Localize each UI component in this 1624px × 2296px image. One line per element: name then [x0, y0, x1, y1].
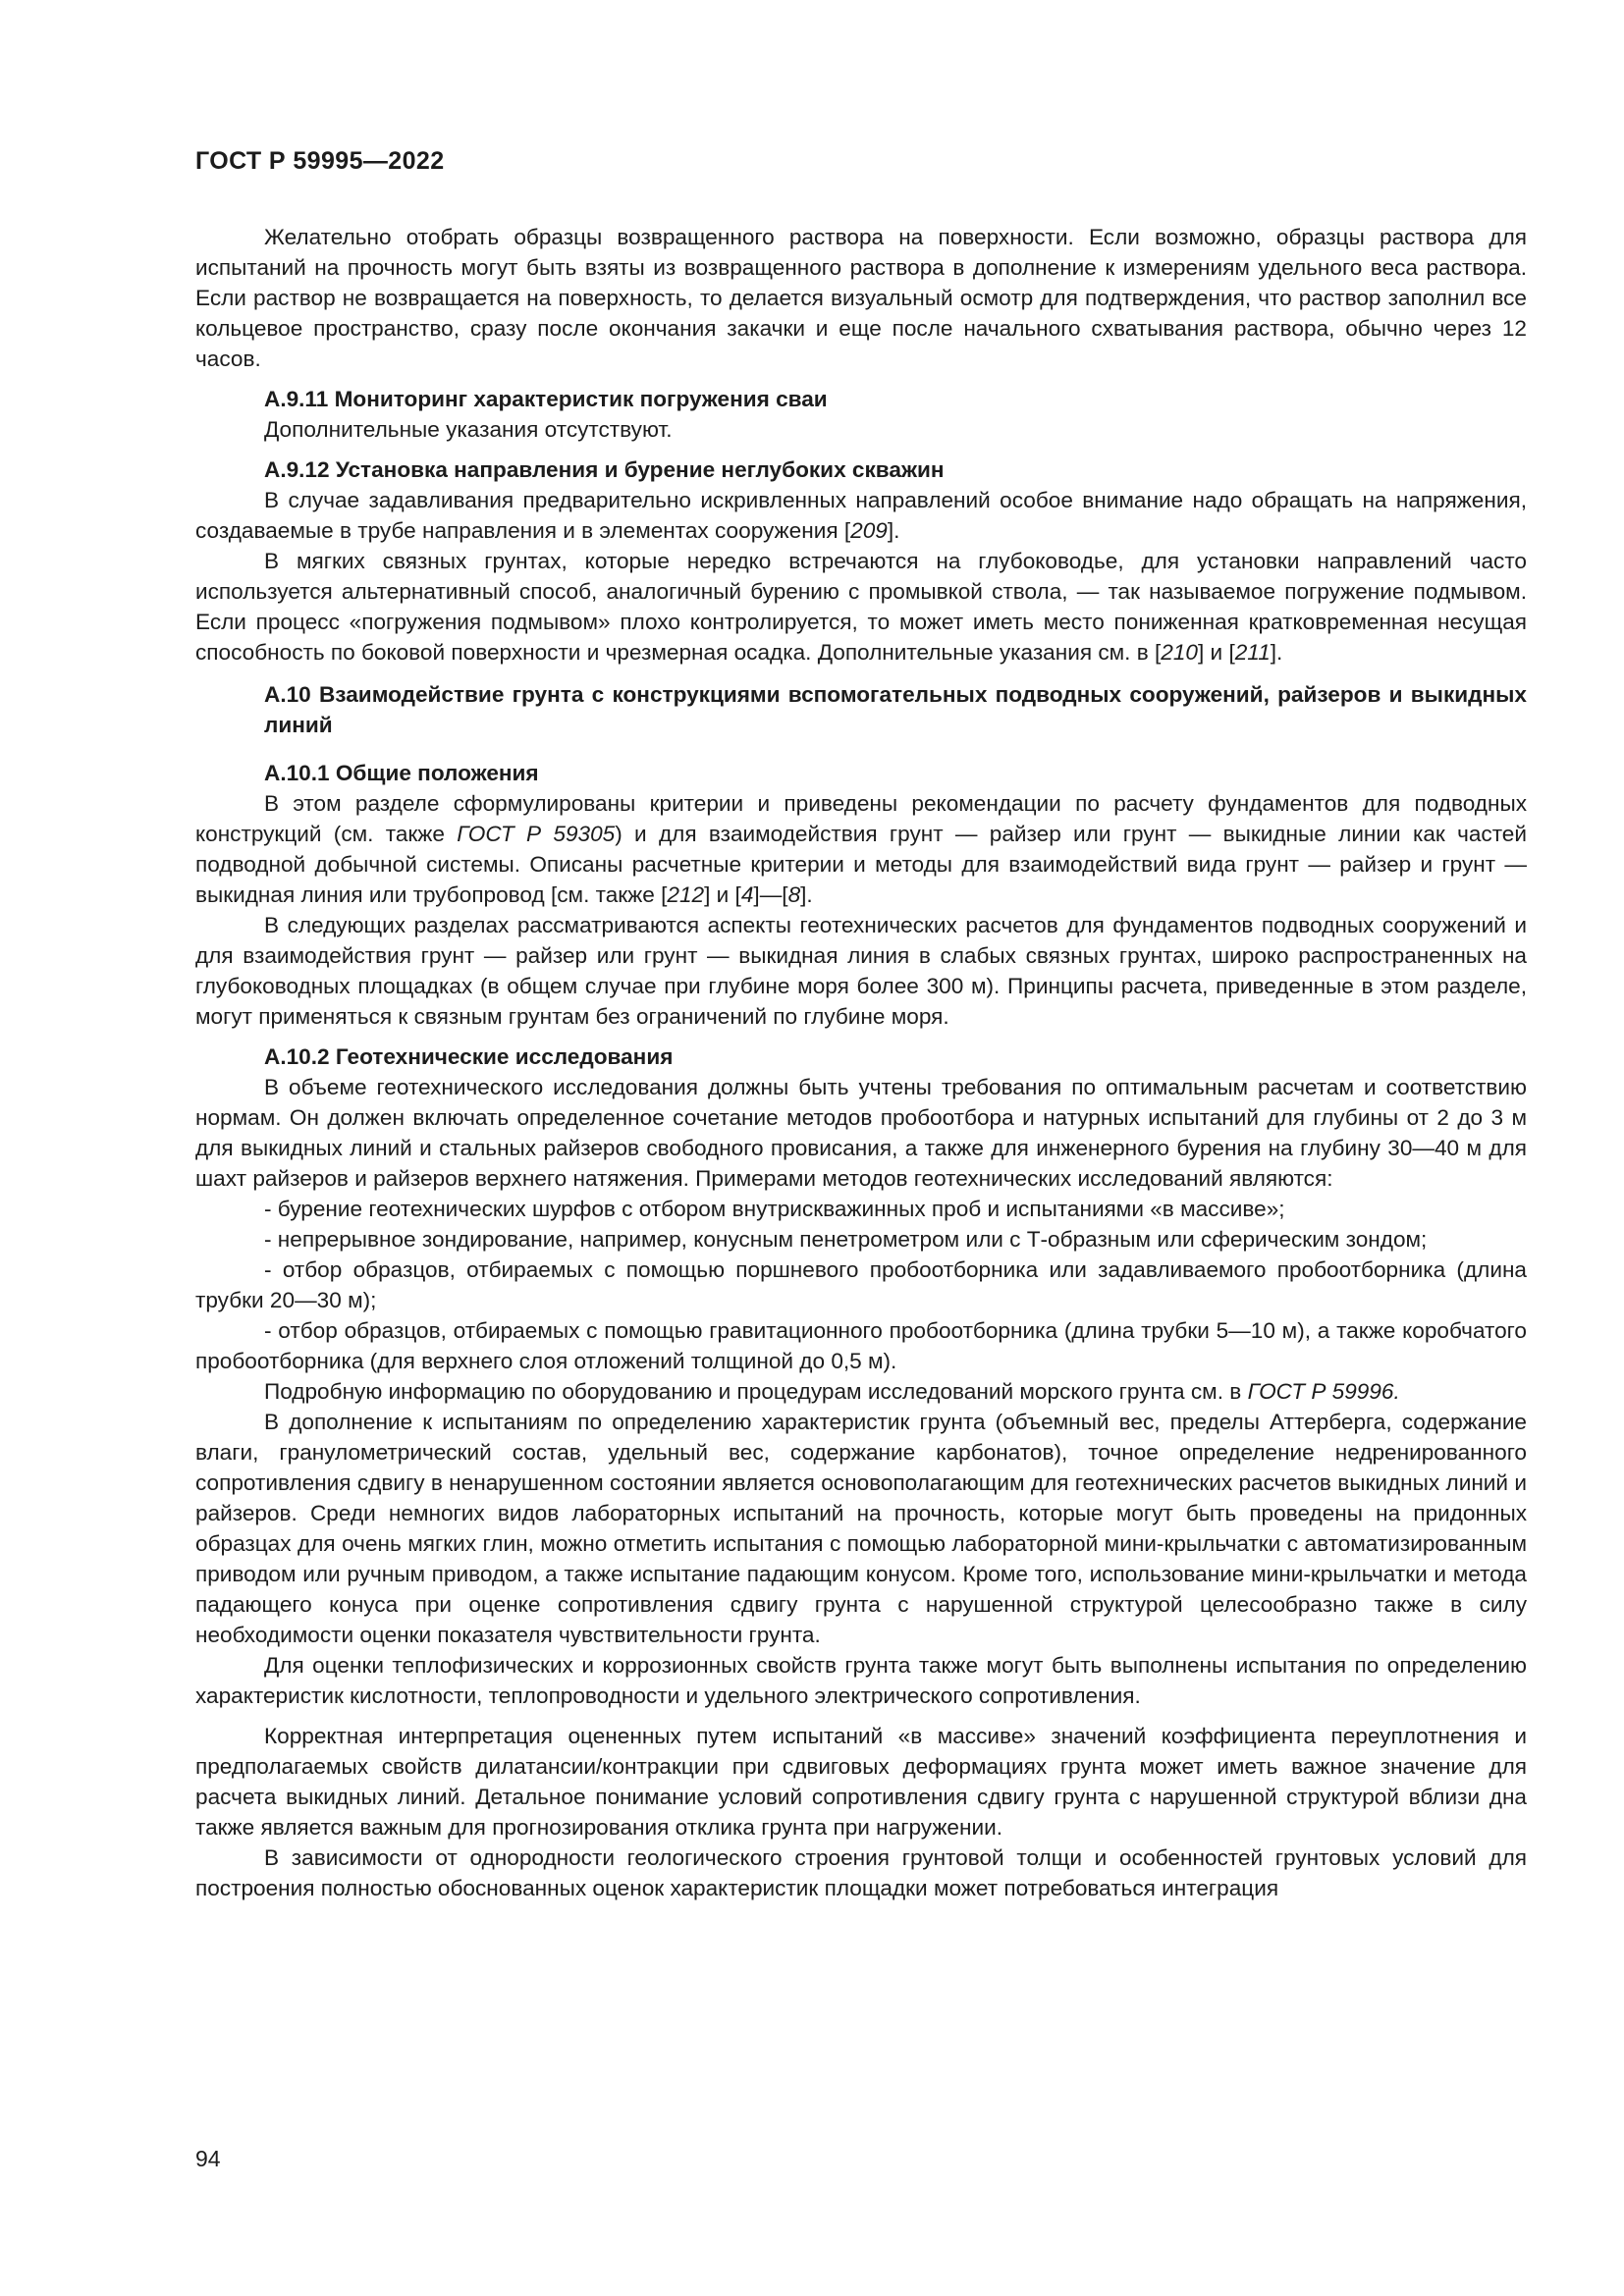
document-body: [195, 222, 1527, 1903]
standard-code: ГОСТ Р 59995—2022: [195, 147, 445, 175]
paragraph: Дополнительные указания отсутствуют.: [264, 417, 673, 442]
section-heading-a10-2: А.10.2 Геотехнические исследования: [264, 1044, 674, 1069]
section-heading-a10-1: А.10.1 Общие положения: [264, 761, 539, 785]
list-item: - отбор образцов, отбираемых с помощью поршневого пробоотборника или задавливаемого пробоотборника (длина трубки 20—30 м);: [195, 1257, 1527, 1312]
paragraph: Желательно отобрать образцы возвращенного раствора на поверхности. Если возможно, образцы раствора для испытаний на прочность могут быть взяты из возвращенного раствора в дополнение к измерениям удельного веса раствора. Если раствор не возвращается на поверхность, то делается визуальный осмотр для подтверждения, что раствор заполнил все кольцевое пространство, сразу после окончания закачки и еще после начального схватывания раствора, обычно через 12 часов.: [195, 225, 1527, 371]
page-number: 94: [195, 2146, 221, 2171]
paragraph: В следующих разделах рассматриваются аспекты геотехнических расчетов для фундаментов подводных сооружений и для взаимодействия грунт — райзер или грунт — выкидная линия в слабых связных грунтах, широко распространенных на глубоководных площадках (в общем случае при глубине моря более 300 м). Принципы расчета, приведенные в этом разделе, могут применяться к связным грунтам без ограничений по глубине моря.: [195, 913, 1527, 1029]
reference-link[interactable]: 211: [1234, 640, 1271, 665]
reference-link[interactable]: ГОСТ Р 59996.: [1247, 1379, 1400, 1404]
reference-link[interactable]: 212: [667, 882, 705, 907]
list-item: - бурение геотехнических шурфов с отбором внутрискважинных проб и испытаниями «в массиве»;: [264, 1197, 1285, 1221]
paragraph: В мягких связных грунтах, которые нередко встречаются на глубоководье, для установки направлений часто используется альтернативный способ, аналогичный бурению с промывкой ствола, — так называемое погружение подмывом. Если процесс «погружения подмывом» плохо контролируется, то может иметь место пониженная кратковременная несущая способность по боковой поверхности и чрезмерная осадка. Дополнительные указания см. в [210] и [211].: [195, 549, 1527, 665]
paragraph: В зависимости от однородности геологического строения грунтовой толщи и особенностей грунтовых условий для построения полностью обоснованных оценок характеристик площадки может потребоваться интеграция: [195, 1845, 1527, 1900]
reference-link[interactable]: 8: [787, 882, 801, 907]
section-heading-a9-11: А.9.11 Мониторинг характеристик погружения сваи: [264, 387, 828, 411]
reference-link[interactable]: 210: [1161, 640, 1198, 665]
section-heading-a9-12: А.9.12 Установка направления и бурение неглубоких скважин: [264, 457, 945, 482]
paragraph: В случае задавливания предварительно искривленных направлений особое внимание надо обращать на напряжения, создаваемые в трубе направления и в элементах сооружения [209].: [195, 488, 1527, 543]
reference-link[interactable]: ГОСТ Р 59305: [457, 822, 616, 846]
list-item: - отбор образцов, отбираемых с помощью гравитационного пробоотборника (длина трубки 5—10 м), а также коробчатого пробоотборника (для верхнего слоя отложений толщиной до 0,5 м).: [195, 1318, 1527, 1373]
reference-link[interactable]: 4: [740, 882, 754, 907]
reference-link[interactable]: 209: [850, 518, 888, 543]
paragraph: Для оценки теплофизических и коррозионных свойств грунта также могут быть выполнены испытания по определению характеристик кислотности, теплопроводности и удельного электрического сопротивления.: [195, 1653, 1527, 1708]
paragraph: Подробную информацию по оборудованию и процедурам исследований морского грунта см. в ГОСТ Р 59996.: [264, 1379, 1400, 1404]
paragraph: В дополнение к испытаниям по определению характеристик грунта (объемный вес, пределы Аттерберга, содержание влаги, гранулометрический состав, удельный вес, содержание карбонатов), точное определение недренированного сопротивления сдвигу в ненарушенном состоянии является основополагающим для геотехнических расчетов выкидных линий и райзеров. Среди немногих видов лабораторных испытаний на прочность, которые могут быть проведены на придонных образцах для очень мягких глин, можно отметить испытания с помощью лабораторной мини-крыльчатки с автоматизированным приводом или ручным приводом, а также испытание падающим конусом. Кроме того, использование мини-крыльчатки и метода падающего конуса при оценке сопротивления сдвигу грунта с нарушенной структурой целесообразно также в силу необходимости оценки показателя чувствительности грунта.: [195, 1410, 1527, 1647]
list-item: - непрерывное зондирование, например, конусным пенетрометром или с Т-образным или сферическим зондом;: [264, 1227, 1428, 1252]
paragraph: Корректная интерпретация оцененных путем испытаний «в массиве» значений коэффициента переуплотнения и предполагаемых свойств дилатансии/контракции при сдвиговых деформациях грунта может иметь важное значение для расчета выкидных линий. Детальное понимание условий сопротивления сдвигу грунта с нарушенной структурой вблизи дна также является важным для прогнозирования отклика грунта при нагружении.: [195, 1724, 1527, 1840]
paragraph: В этом разделе сформулированы критерии и приведены рекомендации по расчету фундаментов для подводных конструкций (см. также ГОСТ Р 59305) и для взаимодействия грунт — райзер или грунт — выкидные линии как частей подводной добычной системы. Описаны расчетные критерии и методы для взаимодействий вида грунт — райзер и грунт — выкидная линия или трубопровод [см. также [212] и [4]—[8].: [195, 791, 1527, 907]
paragraph: В объеме геотехнического исследования должны быть учтены требования по оптимальным расчетам и соответствию нормам. Он должен включать определенное сочетание методов пробоотбора и натурных испытаний для глубины от 2 до 3 м для выкидных линий и стальных райзеров свободного провисания, а также для инженерного бурения на глубину 30—40 м для шахт райзеров и райзеров верхнего натяжения. Примерами методов геотехнических исследований являются:: [195, 1075, 1527, 1191]
section-heading-a10: А.10 Взаимодействие грунта с конструкциями вспомогательных подводных сооружений, райзеров и выкидных линий: [264, 682, 1527, 737]
